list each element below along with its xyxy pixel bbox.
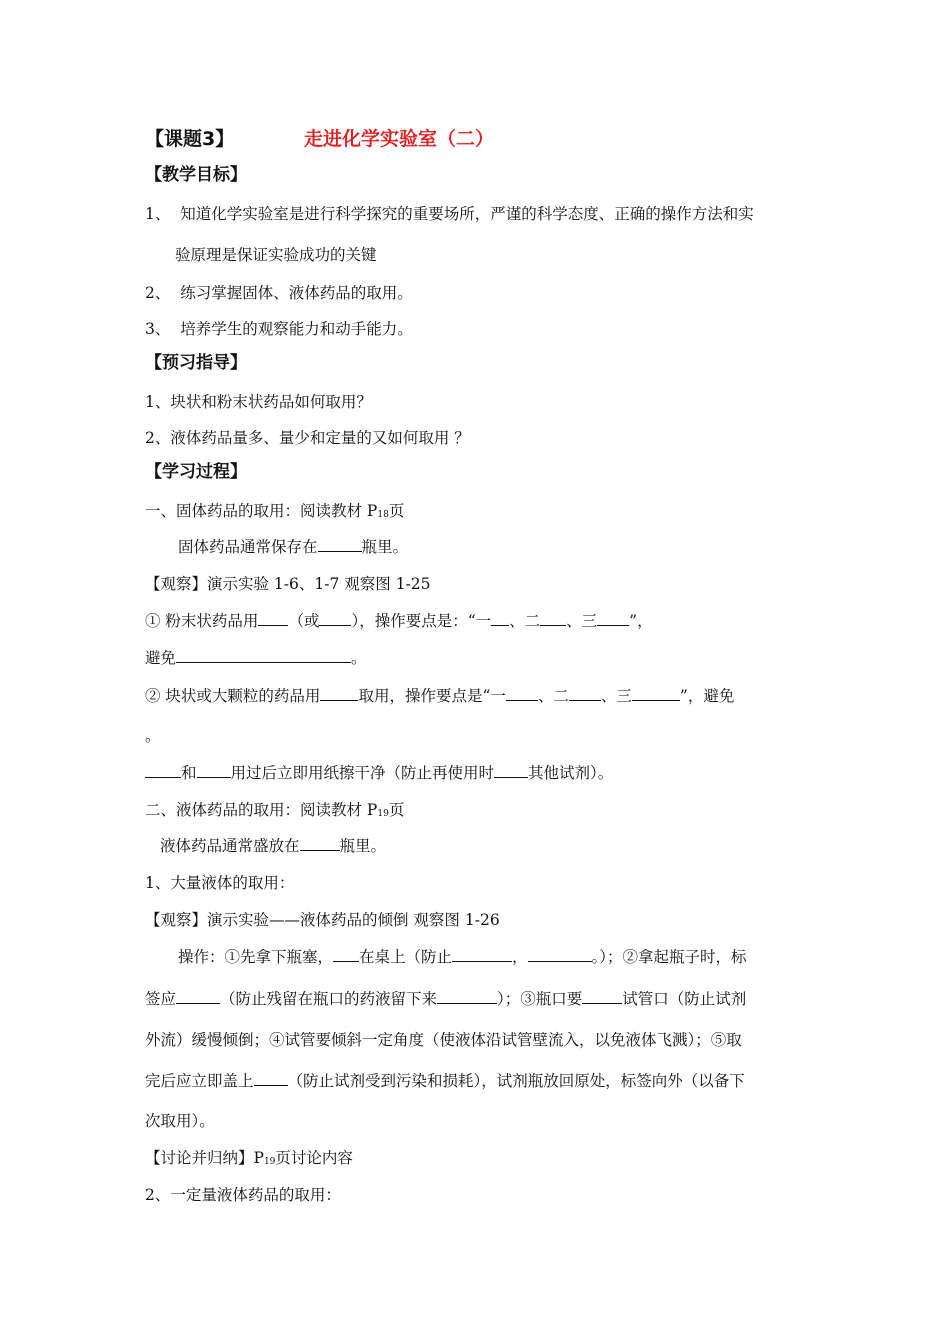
text: 用过后立即用纸擦干净（防止再使用时 bbox=[230, 764, 495, 782]
text: 避免 bbox=[145, 649, 177, 667]
text: 和 bbox=[181, 764, 197, 782]
fill-blank[interactable] bbox=[254, 1070, 288, 1086]
text: 页 bbox=[388, 801, 405, 819]
observe-1: 【观察】演示实验 1-6、1-7 观察图 1-25 bbox=[145, 575, 431, 593]
fill-blank[interactable] bbox=[506, 685, 538, 701]
fill-blank[interactable] bbox=[437, 988, 497, 1004]
fill-blank[interactable] bbox=[320, 685, 358, 701]
text: （或 bbox=[288, 612, 320, 630]
text: 、三 bbox=[566, 612, 598, 630]
discussion bbox=[145, 1147, 353, 1173]
pour-step-5: 次取用）。 bbox=[145, 1112, 215, 1130]
liquid-section bbox=[145, 799, 404, 825]
lesson-title: 走进化学实验室（二） bbox=[304, 128, 495, 150]
text: 在桌上（防止 bbox=[359, 948, 453, 966]
text: 。 bbox=[351, 649, 367, 667]
text: 液体药品通常盛放在 bbox=[160, 837, 300, 855]
text: 二、液体药品的取用：阅读教材 P bbox=[145, 801, 378, 819]
fill-blank[interactable] bbox=[318, 536, 362, 552]
goal-3 bbox=[145, 318, 413, 340]
text: 、二 bbox=[509, 612, 541, 630]
page-subscript: 19 bbox=[377, 809, 389, 819]
fill-blank[interactable] bbox=[319, 610, 351, 626]
fixed-liquid: 2、一定量液体药品的取用： bbox=[145, 1186, 341, 1204]
text: 签应 bbox=[145, 990, 177, 1008]
block-line-end: 。 bbox=[145, 727, 161, 745]
page-subscript: 19 bbox=[263, 1157, 276, 1167]
fill-blank[interactable] bbox=[582, 988, 622, 1004]
text: （防止残留在瓶口的药液留下来 bbox=[220, 990, 438, 1008]
fill-blank[interactable] bbox=[632, 685, 680, 701]
text: 试管口（防止试剂 bbox=[622, 990, 747, 1008]
text: 完后应立即盖上 bbox=[145, 1072, 254, 1090]
text: 。）；②拿起瓶子时，标 bbox=[591, 948, 747, 966]
text: ），操作要点是：“一 bbox=[351, 612, 492, 630]
goal-text: 培养学生的观察能力和动手能力。 bbox=[180, 320, 413, 338]
pour-step-2 bbox=[145, 988, 746, 1010]
heading-process: 【学习过程】 bbox=[145, 462, 247, 482]
preview-2: 2、液体药品量多、量少和定量的又如何取用 ？ bbox=[145, 429, 470, 447]
text: 瓶里。 bbox=[361, 538, 409, 556]
clean-line bbox=[145, 762, 613, 784]
fill-blank[interactable] bbox=[528, 946, 592, 962]
text: ② 块状或大颗粒的药品用 bbox=[145, 687, 321, 705]
powder-line bbox=[145, 610, 653, 632]
goal-number: 3、 bbox=[145, 320, 171, 338]
text: 取用，操作要点是“一 bbox=[358, 687, 506, 705]
fill-blank[interactable] bbox=[176, 647, 351, 663]
text: 【讨论并归纳】P bbox=[145, 1149, 264, 1167]
text: 固体药品通常保存在 bbox=[178, 538, 318, 556]
fill-blank[interactable] bbox=[491, 610, 509, 626]
fill-blank[interactable] bbox=[540, 610, 566, 626]
text: ）；③瓶口要 bbox=[497, 990, 583, 1008]
powder-avoid bbox=[145, 647, 367, 669]
text: 一、固体药品的取用：阅读教材 P bbox=[145, 502, 378, 520]
text: ， bbox=[512, 948, 528, 966]
block-line bbox=[145, 685, 734, 707]
liquid-storage bbox=[160, 835, 386, 857]
preview-1: 1、块状和粉末状药品如何取用？ bbox=[145, 393, 372, 411]
text: 其他试剂）。 bbox=[528, 764, 614, 782]
text: 页讨论内容 bbox=[275, 1149, 353, 1167]
pour-step-1 bbox=[178, 946, 747, 968]
fill-blank[interactable] bbox=[197, 762, 231, 778]
text: 瓶里。 bbox=[339, 837, 387, 855]
goal-text: 练习掌握固体、液体药品的取用。 bbox=[180, 284, 413, 302]
text: ”，避免 bbox=[679, 687, 735, 705]
page-subscript: 18 bbox=[377, 510, 389, 520]
text: ① 粉末状药品用 bbox=[145, 612, 259, 630]
large-liquid: 1、大量液体的取用： bbox=[145, 874, 295, 892]
fill-blank[interactable] bbox=[452, 946, 512, 962]
text: ”， bbox=[629, 612, 653, 630]
text: 、三 bbox=[600, 687, 632, 705]
pour-step-4 bbox=[145, 1070, 745, 1092]
goal-text: 知道化学实验室是进行科学探究的重要场所，严谨的科学态度、正确的操作方法和实 bbox=[180, 205, 754, 223]
lesson-tag: 【课题3】 bbox=[145, 128, 235, 150]
fill-blank[interactable] bbox=[300, 835, 340, 851]
fill-blank[interactable] bbox=[597, 610, 629, 626]
fill-blank[interactable] bbox=[176, 988, 220, 1004]
heading-preview: 【预习指导】 bbox=[145, 353, 247, 373]
fill-blank[interactable] bbox=[258, 610, 288, 626]
goal-1 bbox=[145, 203, 754, 225]
text: 操作：①先拿下瓶塞， bbox=[178, 948, 334, 966]
observe-2: 【观察】演示实验——液体药品的倾倒 观察图 1-26 bbox=[145, 911, 500, 929]
fill-blank[interactable] bbox=[494, 762, 528, 778]
fill-blank[interactable] bbox=[145, 762, 181, 778]
goal-2 bbox=[145, 282, 413, 304]
fill-blank[interactable] bbox=[569, 685, 601, 701]
solid-section bbox=[145, 500, 404, 526]
solid-storage bbox=[178, 536, 408, 558]
goal-1-cont: 验原理是保证实验成功的关键 bbox=[175, 246, 377, 264]
text: （防止试剂受到污染和损耗），试剂瓶放回原处，标签向外（以备下 bbox=[287, 1072, 745, 1090]
text: 、二 bbox=[537, 687, 569, 705]
fill-blank[interactable] bbox=[333, 946, 359, 962]
goal-number: 1、 bbox=[145, 205, 171, 223]
pour-step-3: 外流）缓慢倾倒；④试管要倾斜一定角度（使液体沿试管壁流入，以免液体飞溅）；⑤取 bbox=[145, 1031, 742, 1049]
goal-number: 2、 bbox=[145, 284, 171, 302]
text: 页 bbox=[388, 502, 405, 520]
heading-goals: 【教学目标】 bbox=[145, 165, 247, 185]
